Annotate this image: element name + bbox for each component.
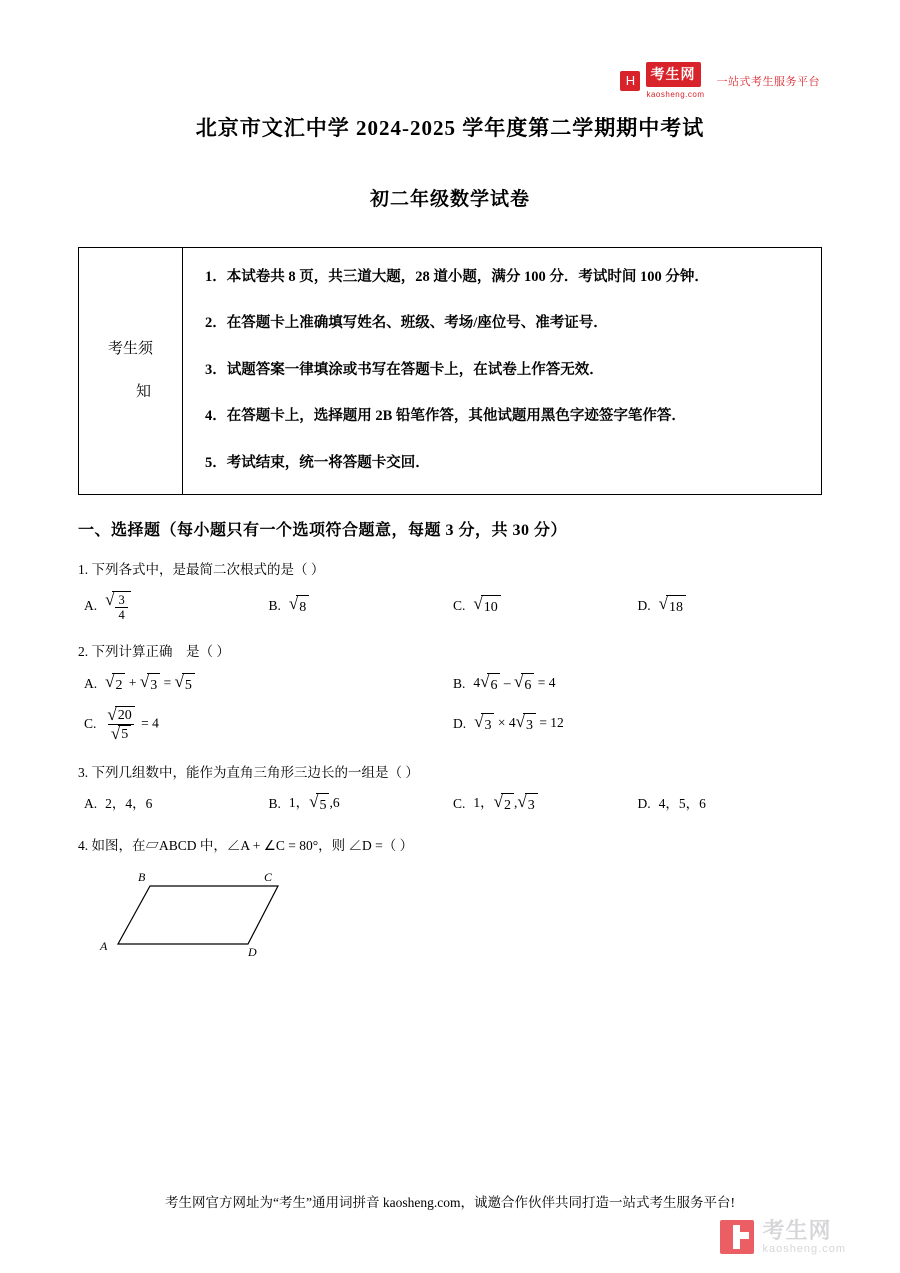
figure-label-a: A (100, 939, 108, 954)
question-4 (78, 836, 822, 965)
choice-c-value: 1， √ 2 , √ 3 (473, 793, 537, 816)
figure-label-b: B (138, 870, 146, 885)
choice-b[interactable] (453, 673, 822, 696)
choice-a-label: A. (84, 675, 98, 691)
brand-text-stack (646, 62, 704, 99)
choice-d[interactable] (453, 706, 822, 743)
figure-label-d: D (248, 945, 257, 959)
brand-tagline: 一站式考生服务平台 (716, 75, 820, 88)
notice-label-cell (79, 248, 183, 494)
figure-label-c: C (264, 870, 273, 885)
choice-a[interactable] (84, 591, 269, 623)
choice-d-label: D. (453, 716, 467, 732)
choice-c-label: C. (453, 796, 466, 812)
notice-item: 5．考试结束，统一将答题卡交回． (205, 454, 430, 471)
choice-b-label: B. (268, 796, 281, 812)
question-3 (78, 763, 822, 816)
question-1-text (78, 560, 822, 580)
choice-c[interactable] (453, 591, 638, 623)
page-subtitle: 初二年级数学试卷 (369, 189, 530, 210)
watermark-icon (720, 1220, 754, 1254)
choice-b-value: 4 √ 6 – √ 6 = 4 (473, 673, 555, 696)
notice-item: 3．试题答案一律填涂或书写在答题卡上，在试卷上作答无效． (205, 361, 604, 378)
brand-logo (620, 62, 820, 99)
question-4-number: 4. (78, 838, 89, 854)
question-3-number: 3. (78, 764, 89, 780)
notice-item: 1．本试卷共 8 页，共三道大题，28 道小题，满分 100 分．考试时间 100 分钟． (205, 269, 709, 285)
parallelogram-svg (88, 866, 308, 958)
question-2 (78, 642, 822, 742)
brand-name: 考生网 (646, 62, 701, 87)
choice-a[interactable] (84, 673, 453, 696)
question-2-choices-row2 (78, 706, 822, 743)
question-1-choices (78, 591, 822, 623)
watermark (720, 1219, 846, 1255)
choice-b[interactable] (269, 591, 454, 623)
choice-d-label: D. (637, 598, 651, 614)
choice-a-label: A. (84, 598, 98, 614)
notice-label-line2: 知 (135, 384, 151, 401)
choice-d[interactable] (638, 793, 823, 816)
choice-c[interactable] (453, 793, 638, 816)
choice-a-value: 2，4，6 (105, 796, 153, 812)
question-3-body: 下列几组数中，能作为直角三角形三边长的一组是（ ） (91, 764, 419, 780)
question-2-choices-row1 (78, 673, 822, 696)
choice-d-label: D. (637, 796, 651, 812)
choice-a[interactable] (84, 793, 269, 816)
question-4-body: 如图，在▱ABCD 中，∠A + ∠C = 80°，则 ∠D =（ ） (91, 838, 414, 854)
footer-note: 考生网官方网址为“考生”通用词拼音 kaosheng.com，诚邀合作伙伴共同打造一站式考生服务平台! (165, 1195, 735, 1210)
page-title: 北京市文汇中学 2024-2025 学年度第二学期期中考试 (195, 116, 705, 140)
choice-a-value: √ $\frac{3}{4}$ (105, 591, 131, 623)
choice-b-label: B. (453, 675, 466, 691)
choice-c-label: C. (453, 598, 466, 614)
notice-item: 4．在答题卡上，选择题用 2B 铅笔作答，其他试题用黑色字迹签字笔作答． (205, 408, 686, 425)
section-heading: 一、选择题（每小题只有一个选项符合题意，每题 3 分，共 30 分） (78, 522, 568, 540)
parallelogram-figure (88, 866, 822, 964)
choice-b-label: B. (268, 598, 281, 614)
choice-b-value: 1， √ 5 ,6 (289, 793, 340, 816)
notice-body-cell (183, 248, 821, 494)
choice-d-value: √ 3 × 4 √ 3 = 12 (474, 713, 564, 736)
choice-b-value: √ 8 (289, 595, 309, 618)
question-2-text (78, 642, 822, 662)
choice-c-value: √ 20 √ 5 = 4 (107, 704, 159, 743)
choice-a-value: √ 2 + √ 3 = √ 5 (105, 673, 195, 696)
choice-b[interactable] (269, 793, 454, 816)
question-2-body: 下列计算正确 是（ ） (91, 644, 230, 660)
question-1 (78, 560, 822, 622)
choice-c[interactable] (84, 706, 453, 743)
watermark-name: 考生网 (762, 1217, 832, 1243)
choice-a-label: A. (84, 796, 98, 812)
choice-c-label: C. (84, 716, 97, 732)
question-4-text (78, 836, 822, 856)
question-1-number: 1. (78, 562, 89, 578)
choice-d[interactable] (638, 591, 823, 623)
brand-pinyin: kaosheng.com (646, 90, 705, 99)
watermark-pinyin: kaosheng.com (762, 1242, 846, 1255)
question-3-text (78, 763, 822, 783)
choice-d-value: √ 18 (659, 595, 686, 618)
notice-label-line1: 考生须 (107, 340, 153, 357)
choice-c-value: √ 10 (473, 595, 500, 618)
notice-item: 2．在答题卡上准确填写姓名、班级、考场/座位号、准考证号． (205, 315, 608, 332)
question-1-body: 下列各式中，是最简二次根式的是（ ） (91, 562, 325, 578)
candidate-notice-table (78, 247, 822, 495)
question-2-number: 2. (78, 644, 89, 660)
choice-d-value: 4，5，6 (658, 796, 706, 812)
question-3-choices (78, 793, 822, 816)
watermark-text (762, 1219, 846, 1255)
brand-mark-icon: H (620, 71, 640, 91)
